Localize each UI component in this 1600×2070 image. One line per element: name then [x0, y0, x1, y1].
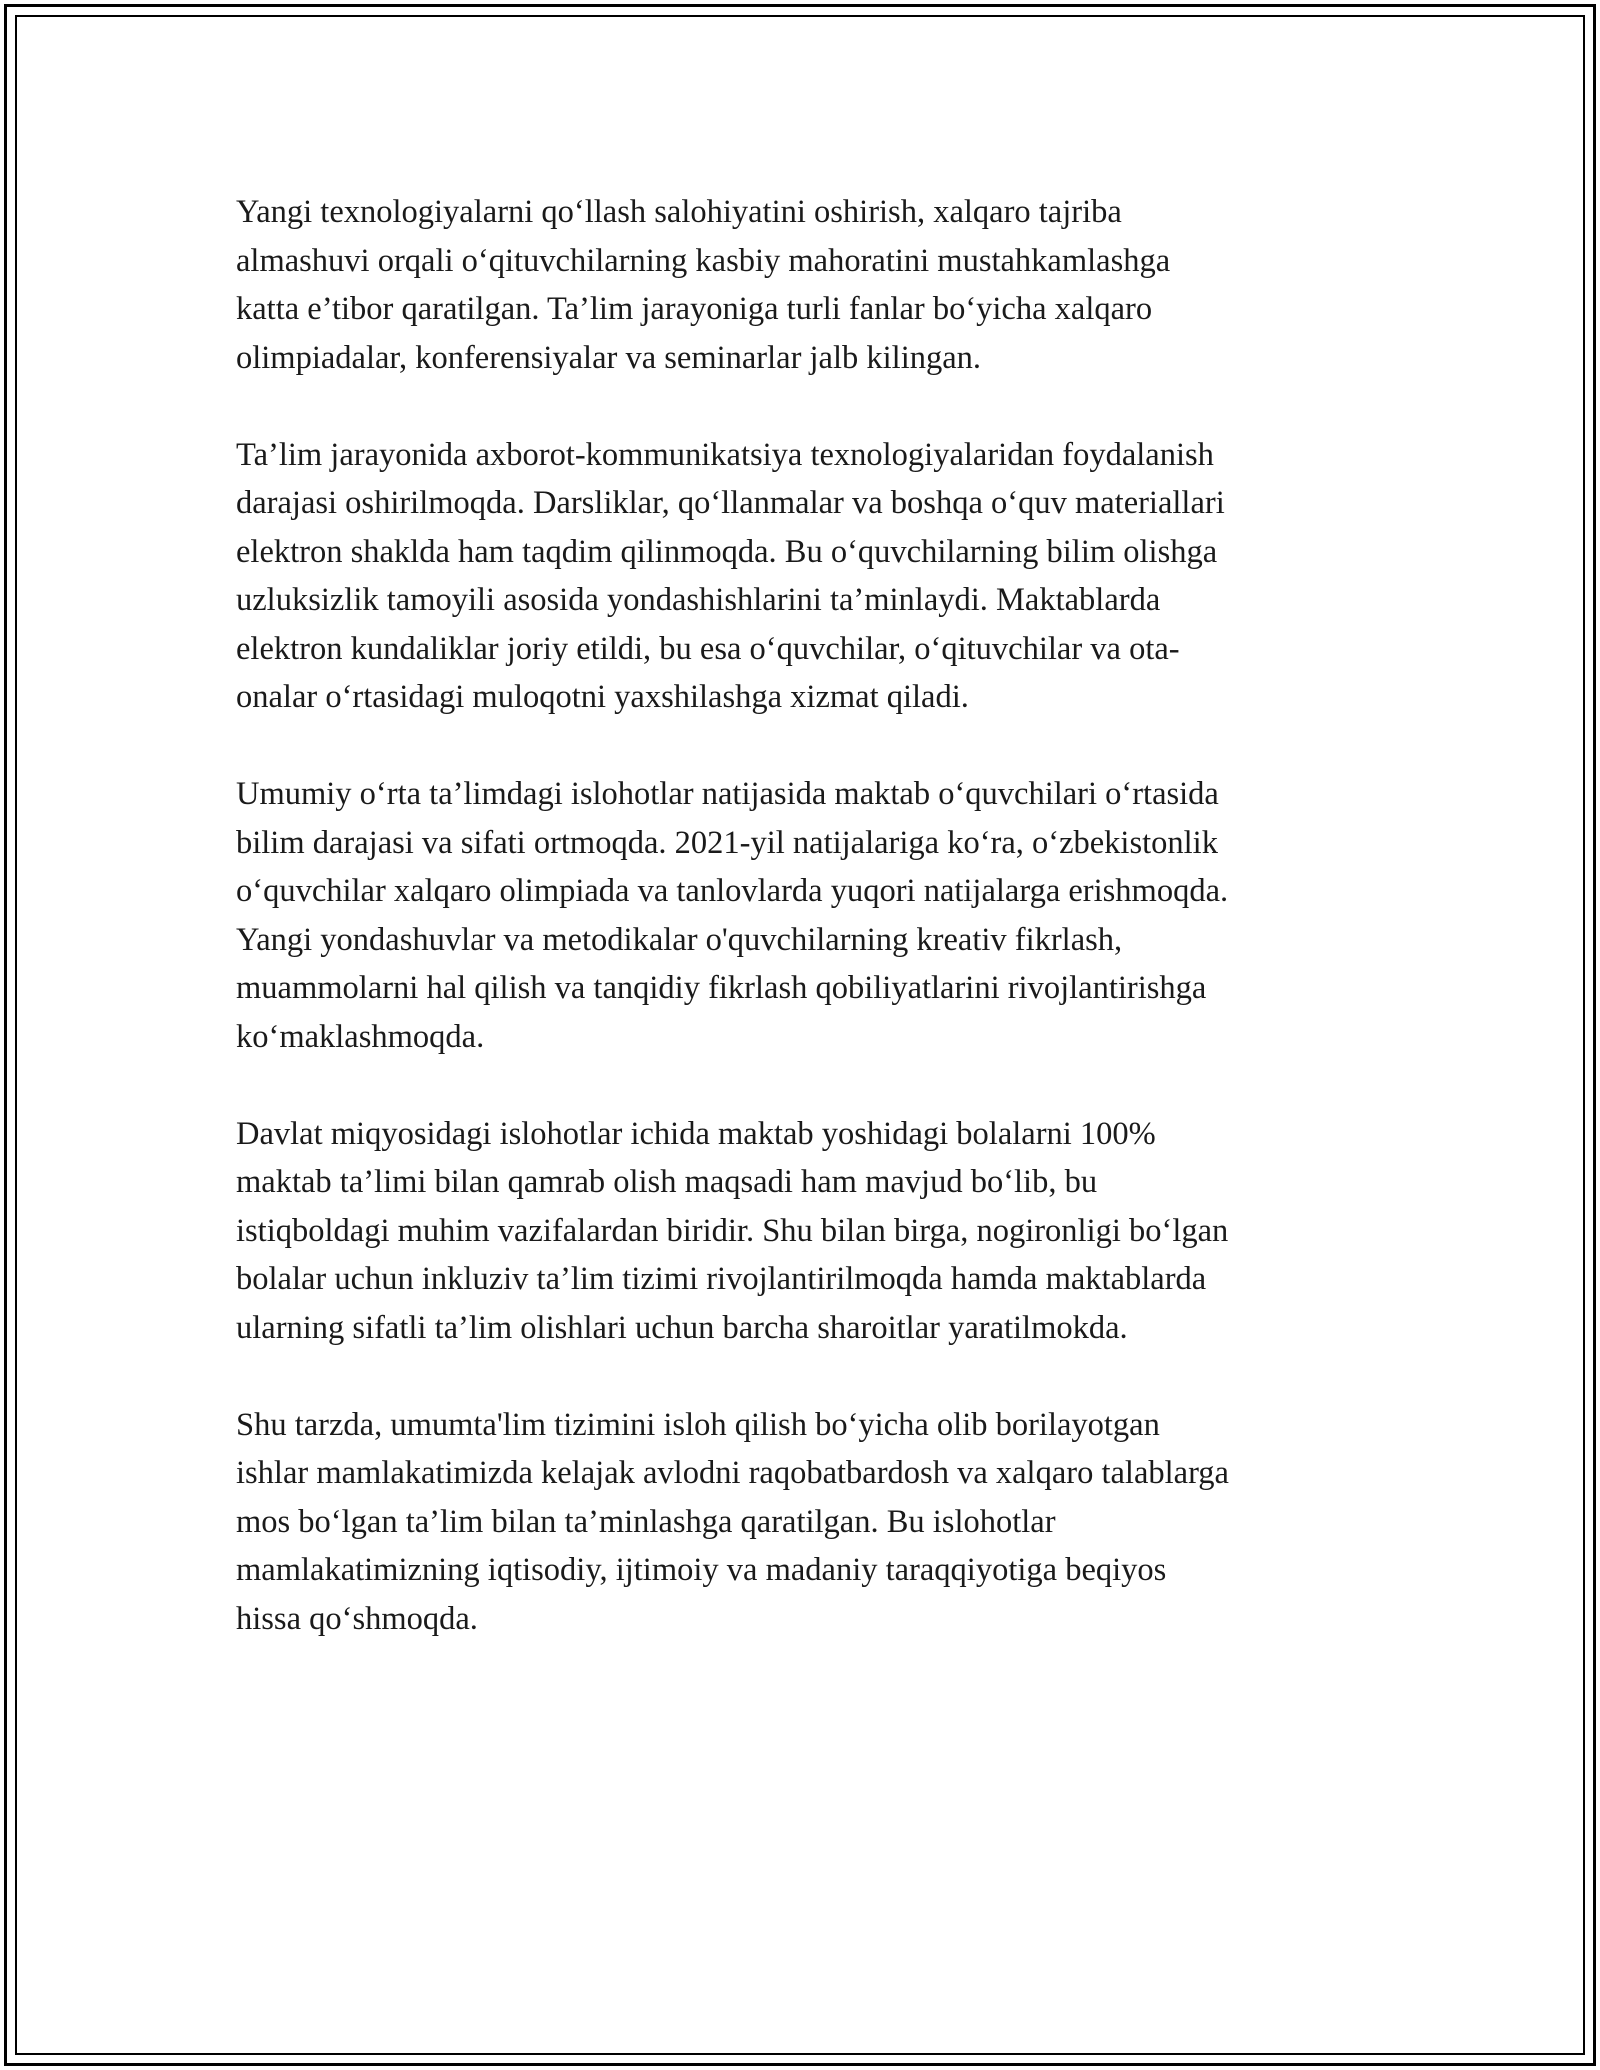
paragraph: Davlat miqyosidagi islohotlar ichida maktab yoshidagi bolalarni 100% maktab ta’limi bilan qamrab olish maqsadi ham mavjud bo‘lib, bu istiqboldagi muhim vazifalardan biridir. Shu bilan birga, nogironligi bo‘lgan bolalar uchun inkluziv ta’lim tizimi rivojlantirilmoqda hamda maktablarda ularning sifatli ta’lim olishlari uchun barcha sharoitlar yaratilmokda. [236, 1115, 1229, 1346]
paragraph: Umumiy o‘rta ta’limdagi islohotlar natijasida maktab o‘quvchilari o‘rtasida bilim darajasi va sifati ortmoqda. 2021-yil natijalariga ko‘ra, o‘zbekistonlik o‘quvchilar xalqaro olimpiada va tanlovlarda yuqori natijalarga erishmoqda. Yangi yondashuvlar va metodikalar o'quvchilarning kreativ fikrlash, muammolarni hal qilish va tanqidiy fikrlash qobiliyatlarini rivojlantirishga ko‘maklashmoqda. [236, 776, 1229, 1055]
document-body [236, 188, 1360, 1692]
paragraph: Ta’lim jarayonida axborot-kommunikatsiya texnologiyalaridan foydalanish darajasi oshirilmoqda. Darsliklar, qo‘llanmalar va boshqa o‘quv materiallari elektron shaklda ham taqdim qilinmoqda. Bu o‘quvchilarning bilim olishga uzluksizlik tamoyili asosida yondashishlarini ta’minlaydi. Maktablarda elektron kundaliklar joriy etildi, bu esa o‘quvchilar, o‘qituvchilar va ota- onalar o‘rtasidagi muloqotni yaxshilashga xizmat qiladi. [236, 436, 1225, 715]
paragraph: Yangi texnologiyalarni qo‘llash salohiyatini oshirish, xalqaro tajriba almashuvi orqali o‘qituvchilarning kasbiy mahoratini mustahkamlashga katta e’tibor qaratilgan. Ta’lim jarayoniga turli fanlar bo‘yicha xalqaro olimpiadalar, konferensiyalar va seminarlar jalb kilingan. [236, 194, 1171, 376]
paragraph: Shu tarzda, umumta'lim tizimini isloh qilish bo‘yicha olib borilayotgan ishlar mamlakatimizda kelajak avlodni raqobatbardosh va xalqaro talablarga mos bo‘lgan ta’lim bilan ta’minlashga qaratilgan. Bu islohotlar mamlakatimizning iqtisodiy, ijtimoiy va madaniy taraqqiyotiga beqiyos hissa qo‘shmoqda. [236, 1406, 1229, 1637]
